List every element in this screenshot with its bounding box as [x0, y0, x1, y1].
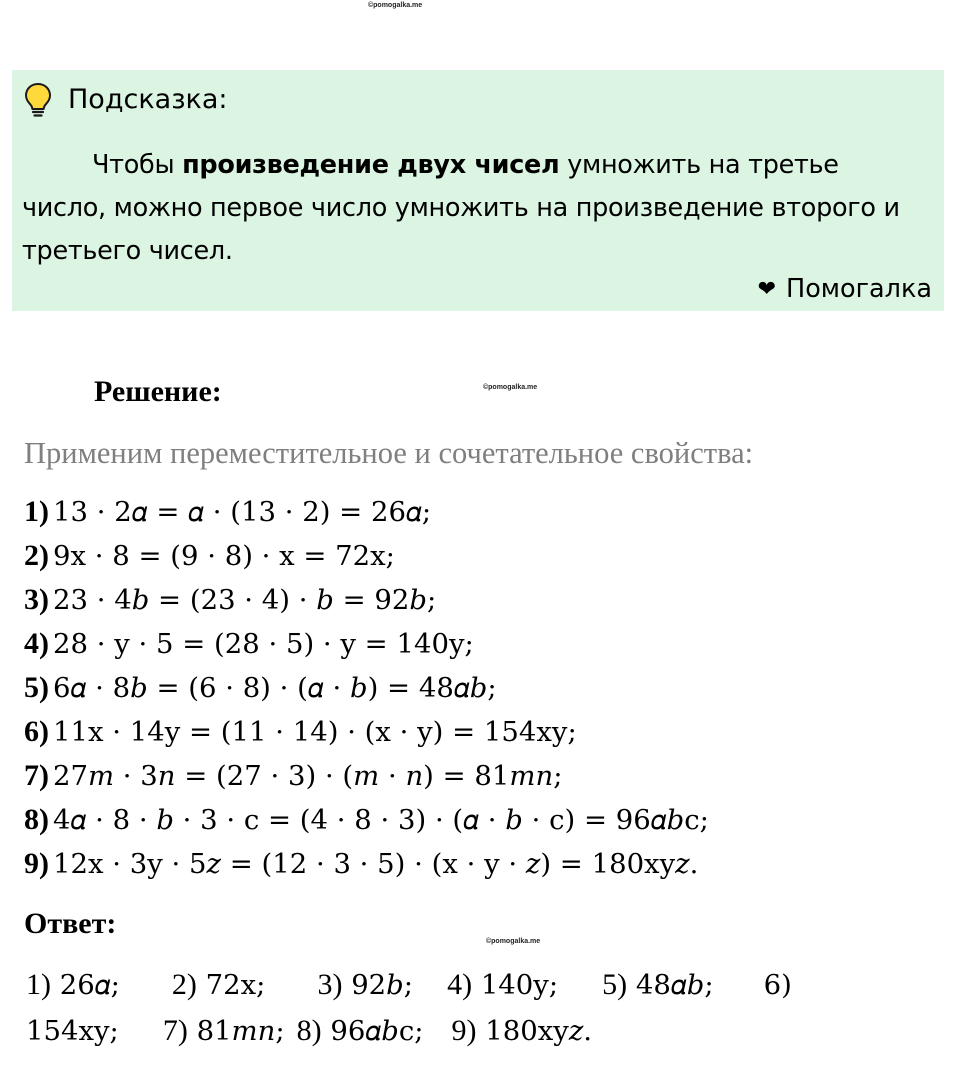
answer-value: 72x;	[205, 969, 266, 1001]
step-expression: 12x · 3y · 5𝑧 = (12 · 3 · 5) · (x · y · 𝑧) = 180xy𝑧.	[53, 848, 699, 880]
answer-value: 96𝛼𝑏c;	[330, 1015, 424, 1047]
solution-intro: Применим переместительное и сочетательное свойства:	[24, 436, 754, 470]
solution-steps	[24, 490, 709, 886]
answer-item	[317, 969, 413, 1001]
answer-number: 1)	[26, 968, 51, 1001]
step-number: 9)	[24, 847, 49, 880]
step-expression: 4𝛼 · 8 · 𝑏 · 3 · c = (4 · 8 · 3) · (𝛼 · 𝑏 · c) = 96𝛼𝑏c;	[53, 804, 709, 836]
answer-number: 4)	[447, 968, 473, 1001]
answer-value: 26𝛼;	[59, 969, 120, 1001]
answer-number: 3)	[317, 968, 343, 1001]
answer-value: 92𝑏;	[351, 969, 414, 1001]
hint-box	[12, 70, 944, 311]
heart-icon: ❤	[757, 277, 777, 302]
solution-step	[24, 754, 709, 798]
step-expression: 9x · 8 = (9 · 8) · x = 72x;	[53, 540, 395, 572]
answer-item	[26, 969, 120, 1001]
solution-step	[24, 842, 709, 886]
step-number: 8)	[24, 803, 49, 836]
answer-number: 8)	[296, 1014, 322, 1047]
step-expression: 27𝑚 · 3𝑛 = (27 · 3) · (𝑚 · 𝑛) = 81𝑚𝑛;	[53, 760, 563, 792]
answer-item	[163, 1015, 285, 1047]
answer-number: 9)	[451, 1014, 477, 1047]
solution-step	[24, 534, 709, 578]
step-number: 6)	[24, 715, 49, 748]
answer-item	[447, 969, 558, 1001]
answer-item	[297, 1015, 424, 1047]
solution-step	[24, 666, 709, 710]
answer-number: 7)	[162, 1014, 188, 1047]
hint-text-end: умножить на третье число, можно первое число умножить на произведение второго и третьего чисел.	[22, 150, 900, 266]
step-expression: 11x · 14y = (11 · 14) · (x · y) = 154xy;	[53, 716, 577, 748]
solution-step	[24, 622, 709, 666]
step-number: 3)	[24, 583, 49, 616]
step-expression: 6𝛼 · 8𝑏 = (6 · 8) · (𝛼 · 𝑏) = 48𝛼𝑏;	[53, 672, 497, 704]
answer-value: 154xy;	[26, 1015, 119, 1047]
solution-title: Решение:	[94, 375, 222, 408]
hint-text-bold: произведение двух чисел	[182, 150, 560, 180]
solution-step	[24, 798, 709, 842]
brand-signature	[758, 272, 932, 307]
hint-text	[22, 144, 922, 273]
answer-value: 81𝑚𝑛;	[196, 1015, 285, 1047]
answer-item	[602, 969, 714, 1001]
answer-number: 5)	[602, 968, 628, 1001]
answer-value: 180xy𝑧.	[485, 1015, 593, 1047]
solution-step	[24, 710, 709, 754]
hint-text-start: Чтобы	[92, 150, 183, 180]
step-number: 7)	[24, 759, 49, 792]
answer-list	[26, 962, 906, 1054]
answer-item	[172, 969, 266, 1001]
step-expression: 13 · 2𝛼 = 𝛼 · (13 · 2) = 26𝛼;	[53, 496, 432, 528]
step-expression: 28 · y · 5 = (28 · 5) · y = 140y;	[53, 628, 474, 660]
solution-step	[24, 490, 709, 534]
solution-step	[24, 578, 709, 622]
answer-item	[452, 1015, 593, 1047]
watermark-bottom: ©pomogalka.me	[486, 938, 541, 945]
step-expression: 23 · 4𝑏 = (23 · 4) · 𝑏 = 92𝑏;	[53, 584, 437, 616]
answer-number: 2)	[171, 968, 197, 1001]
answer-value: 140y;	[480, 969, 559, 1001]
answer-value: 48𝛼𝑏;	[635, 969, 714, 1001]
brand-name: Помогалка	[786, 274, 932, 304]
step-number: 5)	[24, 671, 49, 704]
lightbulb-icon	[24, 82, 52, 118]
answer-number: 6)	[763, 969, 792, 1001]
watermark-middle: ©pomogalka.me	[483, 384, 538, 391]
step-number: 4)	[24, 627, 49, 660]
hint-title: Подсказка:	[68, 84, 228, 115]
answer-title: Ответ:	[24, 907, 117, 940]
step-number: 2)	[24, 539, 49, 572]
step-number: 1)	[24, 495, 49, 528]
watermark-top: ©pomogalka.me	[368, 2, 423, 9]
